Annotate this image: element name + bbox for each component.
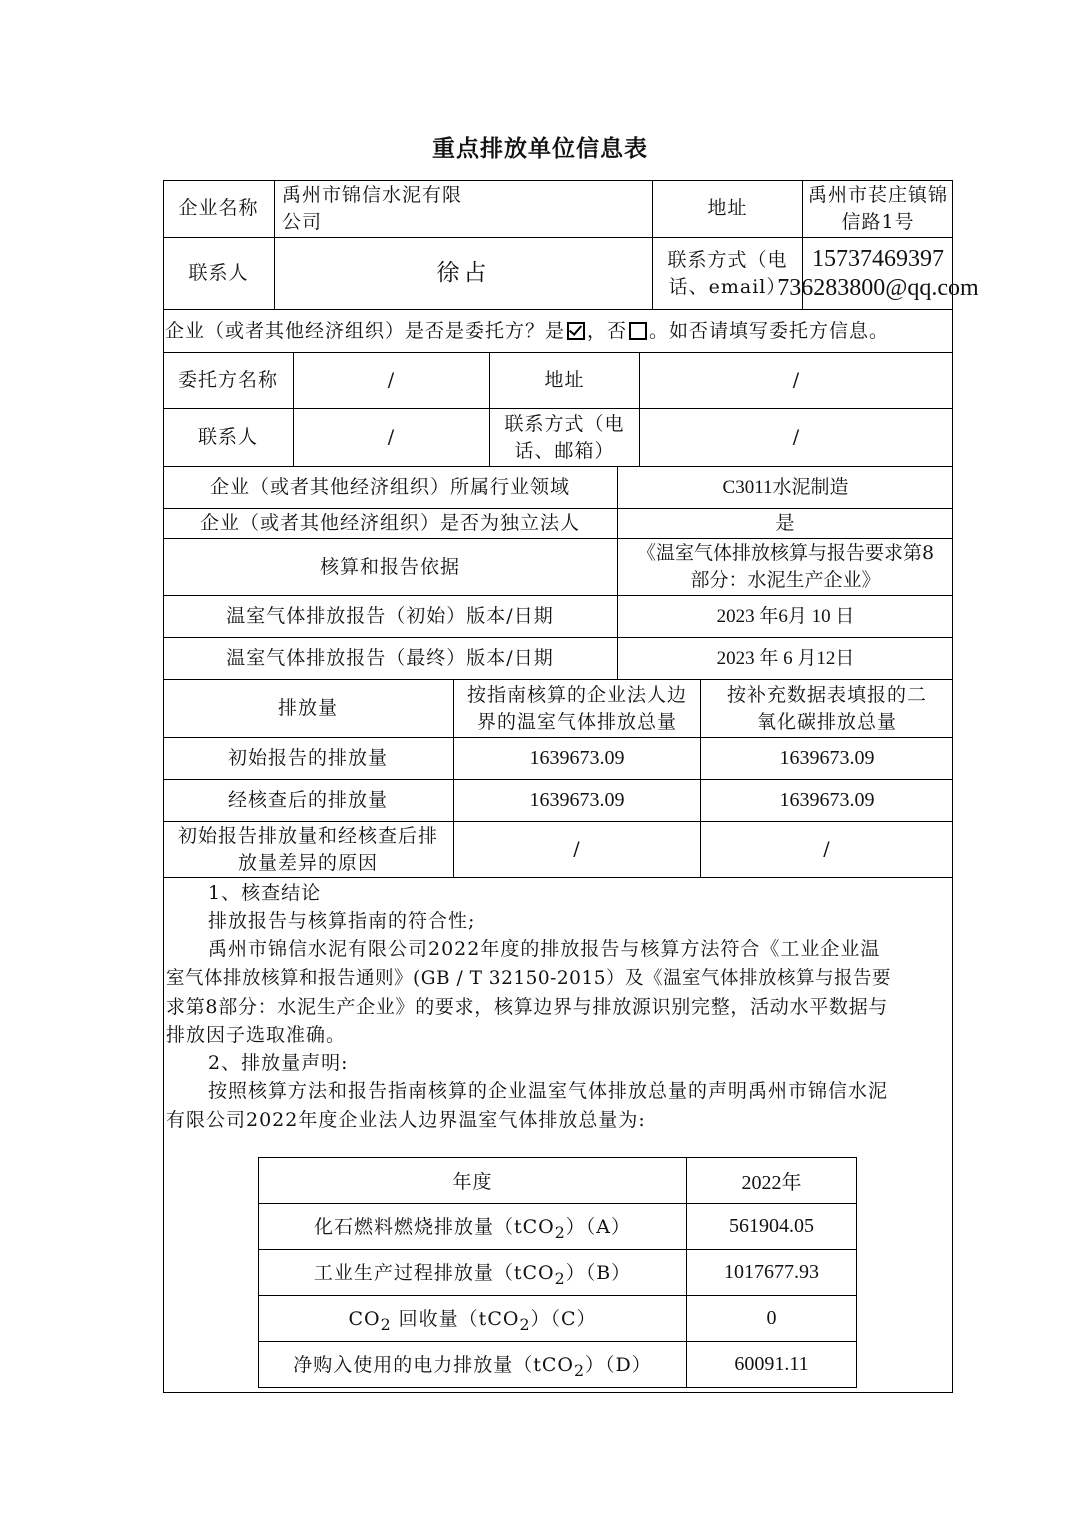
contact-value: 徐占: [274, 238, 652, 309]
electricity-value: 60091.11: [687, 1342, 857, 1388]
compliance-paragraph-line1: 禹州市锦信水泥有限公司2022年度的排放报告与核算方法符合《工业企业温: [208, 938, 881, 960]
client-address-label: 地址: [489, 353, 639, 408]
basis-value-line1: 《温室气体排放核算与报告要求第8: [636, 542, 935, 564]
emissions-col1-header: [453, 680, 700, 737]
emissions-summary-table: [258, 1157, 857, 1388]
client-method-label-line2: 话、邮箱）: [514, 439, 615, 462]
declaration-paragraph-line1: 按照核算方法和报告指南核算的企业温室气体排放总量的声明禹州市锦信水泥: [208, 1080, 889, 1102]
basis-value: [617, 539, 953, 595]
fossil-fuel-value: 561904.05: [687, 1204, 857, 1250]
contact-method-value: [777, 238, 979, 309]
final-report-row: [163, 638, 953, 680]
legal-person-value: 是: [617, 509, 953, 538]
contact-label: 联系人: [188, 262, 249, 284]
year-value: 2022年: [687, 1158, 857, 1204]
company-name-line2: 公司: [282, 210, 323, 233]
fossil-fuel-label: [259, 1204, 687, 1250]
contact-method-label-line1: 联系方式（电: [667, 248, 788, 271]
emissions-row-value2: 1639673.09: [700, 738, 953, 779]
emissions-col1-header-line1: 按指南核算的企业法人边: [466, 683, 687, 706]
electricity-label-text: 净购入使用的电力排放量（tCO: [293, 1353, 574, 1376]
phone-number: 15737469397: [812, 245, 944, 272]
company-name-label: 企业名称: [178, 197, 259, 219]
client-method-label-line1: 联系方式（电: [504, 412, 625, 435]
compliance-paragraph-line2: 室气体排放核算和报告通则》(GB / T 32150-2015）及《温室气体排放核算与报告要: [166, 968, 891, 989]
page-title: 重点排放单位信息表: [432, 135, 648, 162]
delegation-question-text: 企业（或者其他经济组织）是否是委托方？是: [165, 319, 566, 342]
initial-report-label: 温室气体排放报告（初始）版本/日期: [226, 605, 554, 627]
emissions-row-value2: 1639673.09: [700, 780, 953, 821]
address-label: 地址: [652, 180, 802, 237]
emissions-header-row: [163, 680, 953, 738]
emissions-header-label: 排放量: [277, 697, 338, 719]
initial-report-value: 2023 年6月 10 日: [617, 596, 953, 637]
co2-recovery-label-text: CO: [348, 1307, 381, 1330]
emissions-row-label: 初始报告的排放量: [227, 747, 388, 769]
year-label: 年度: [259, 1158, 687, 1204]
compliance-paragraph-line4: 排放因子选取准确。: [166, 1024, 347, 1046]
delegation-question-row: [163, 310, 953, 353]
final-report-value: 2023 年 6 月12日: [617, 638, 953, 679]
electricity-label-suffix: ）（D）: [585, 1353, 652, 1376]
final-report-label: 温室气体排放报告（最终）版本/日期: [226, 647, 554, 669]
declaration-paragraph-line2: 有限公司2022年度企业法人边界温室气体排放总量为:: [166, 1109, 646, 1131]
contact-method-label-line2: 话、email）: [668, 275, 787, 298]
table-row: [259, 1158, 857, 1204]
address-value: 禹州市苌庄镇锦信路1号: [802, 180, 953, 237]
company-row: [163, 180, 953, 238]
subscript: 2: [573, 1360, 586, 1380]
electricity-label: [259, 1342, 687, 1388]
emissions-diff-value1: /: [453, 822, 700, 877]
email-address: 736283800@qq.com: [777, 274, 979, 301]
company-name-value: [274, 180, 652, 237]
initial-report-row: [163, 596, 953, 638]
client-method-value: /: [639, 409, 953, 466]
declaration-heading: 2、排放量声明:: [208, 1052, 349, 1074]
delegation-question: [163, 310, 953, 352]
table-row: [259, 1204, 857, 1250]
compliance-paragraph-line3: 求第8部分：水泥生产企业》的要求，核算边界与排放源识别完整，活动水平数据与: [166, 996, 888, 1018]
table-row: [259, 1296, 857, 1342]
client-contact-label: 联系人: [197, 426, 258, 448]
emissions-row-value1: 1639673.09: [453, 780, 700, 821]
industrial-process-label-suffix: ）（B）: [565, 1261, 632, 1284]
delegation-question-no-text: ，否: [587, 319, 628, 342]
emissions-col2-header-line2: 氧化碳排放总量: [756, 710, 897, 733]
legal-person-row: [163, 509, 953, 539]
table-row: [259, 1342, 857, 1388]
contact-row: [163, 238, 979, 310]
yes-checkbox-icon[interactable]: [567, 322, 585, 340]
client-name-value: /: [293, 353, 489, 408]
emissions-row-initial: [163, 738, 953, 780]
co2-recovery-label-mid: 回收量（tCO: [391, 1307, 520, 1330]
company-name-line1: 禹州市锦信水泥有限: [282, 183, 463, 206]
fossil-fuel-label-suffix: ）（A）: [565, 1215, 632, 1238]
co2-recovery-label: [259, 1296, 687, 1342]
co2-recovery-label-suffix: ）（C）: [530, 1307, 597, 1330]
client-contact-value: /: [293, 409, 489, 466]
emissions-row-value1: 1639673.09: [453, 738, 700, 779]
industry-label: 企业（或者其他经济组织）所属行业领域: [209, 476, 570, 498]
emissions-row-label: 经核查后的排放量: [227, 789, 388, 811]
subscript: 2: [554, 1222, 566, 1242]
client-name-label: 委托方名称: [177, 369, 278, 391]
table-row: [259, 1250, 857, 1296]
emissions-diff-label-line1: 初始报告排放量和经核查后排: [177, 824, 438, 847]
subscript: 2: [380, 1314, 392, 1334]
client-name-row: [163, 353, 953, 409]
emissions-diff-label: [163, 822, 453, 877]
subscript: 2: [519, 1314, 531, 1334]
emissions-col2-header: [700, 680, 953, 737]
compliance-subheading: 排放报告与核算指南的符合性;: [208, 910, 476, 932]
emissions-row-verified: [163, 780, 953, 822]
industrial-process-label: [259, 1250, 687, 1296]
client-method-label: [489, 409, 639, 466]
emissions-col2-header-line1: 按补充数据表填报的二: [726, 683, 927, 706]
conclusion-heading: 1、核查结论: [208, 882, 322, 904]
basis-row: [163, 539, 953, 596]
subscript: 2: [554, 1268, 566, 1288]
legal-person-label: 企业（或者其他经济组织）是否为独立法人: [199, 512, 580, 534]
client-address-value: /: [639, 353, 953, 408]
basis-value-line2: 部分：水泥生产企业》: [690, 569, 881, 591]
emissions-diff-label-line2: 放量差异的原因: [237, 851, 378, 874]
basis-label: 核算和报告依据: [319, 555, 460, 578]
fossil-fuel-label-text: 化石燃料燃烧排放量（tCO: [313, 1215, 555, 1238]
co2-recovery-value: 0: [687, 1296, 857, 1342]
emissions-diff-value2: /: [700, 822, 953, 877]
delegation-question-note: 。如否请填写委托方信息。: [649, 319, 890, 342]
emissions-diff-row: [163, 822, 953, 878]
no-checkbox-icon[interactable]: [629, 322, 647, 340]
industrial-process-value: 1017677.93: [687, 1250, 857, 1296]
industrial-process-label-text: 工业生产过程排放量（tCO: [313, 1261, 555, 1284]
industry-value: C3011水泥制造: [617, 467, 953, 508]
emissions-col1-header-line2: 界的温室气体排放总量: [476, 710, 677, 733]
industry-row: [163, 467, 953, 509]
client-contact-row: [163, 409, 953, 467]
